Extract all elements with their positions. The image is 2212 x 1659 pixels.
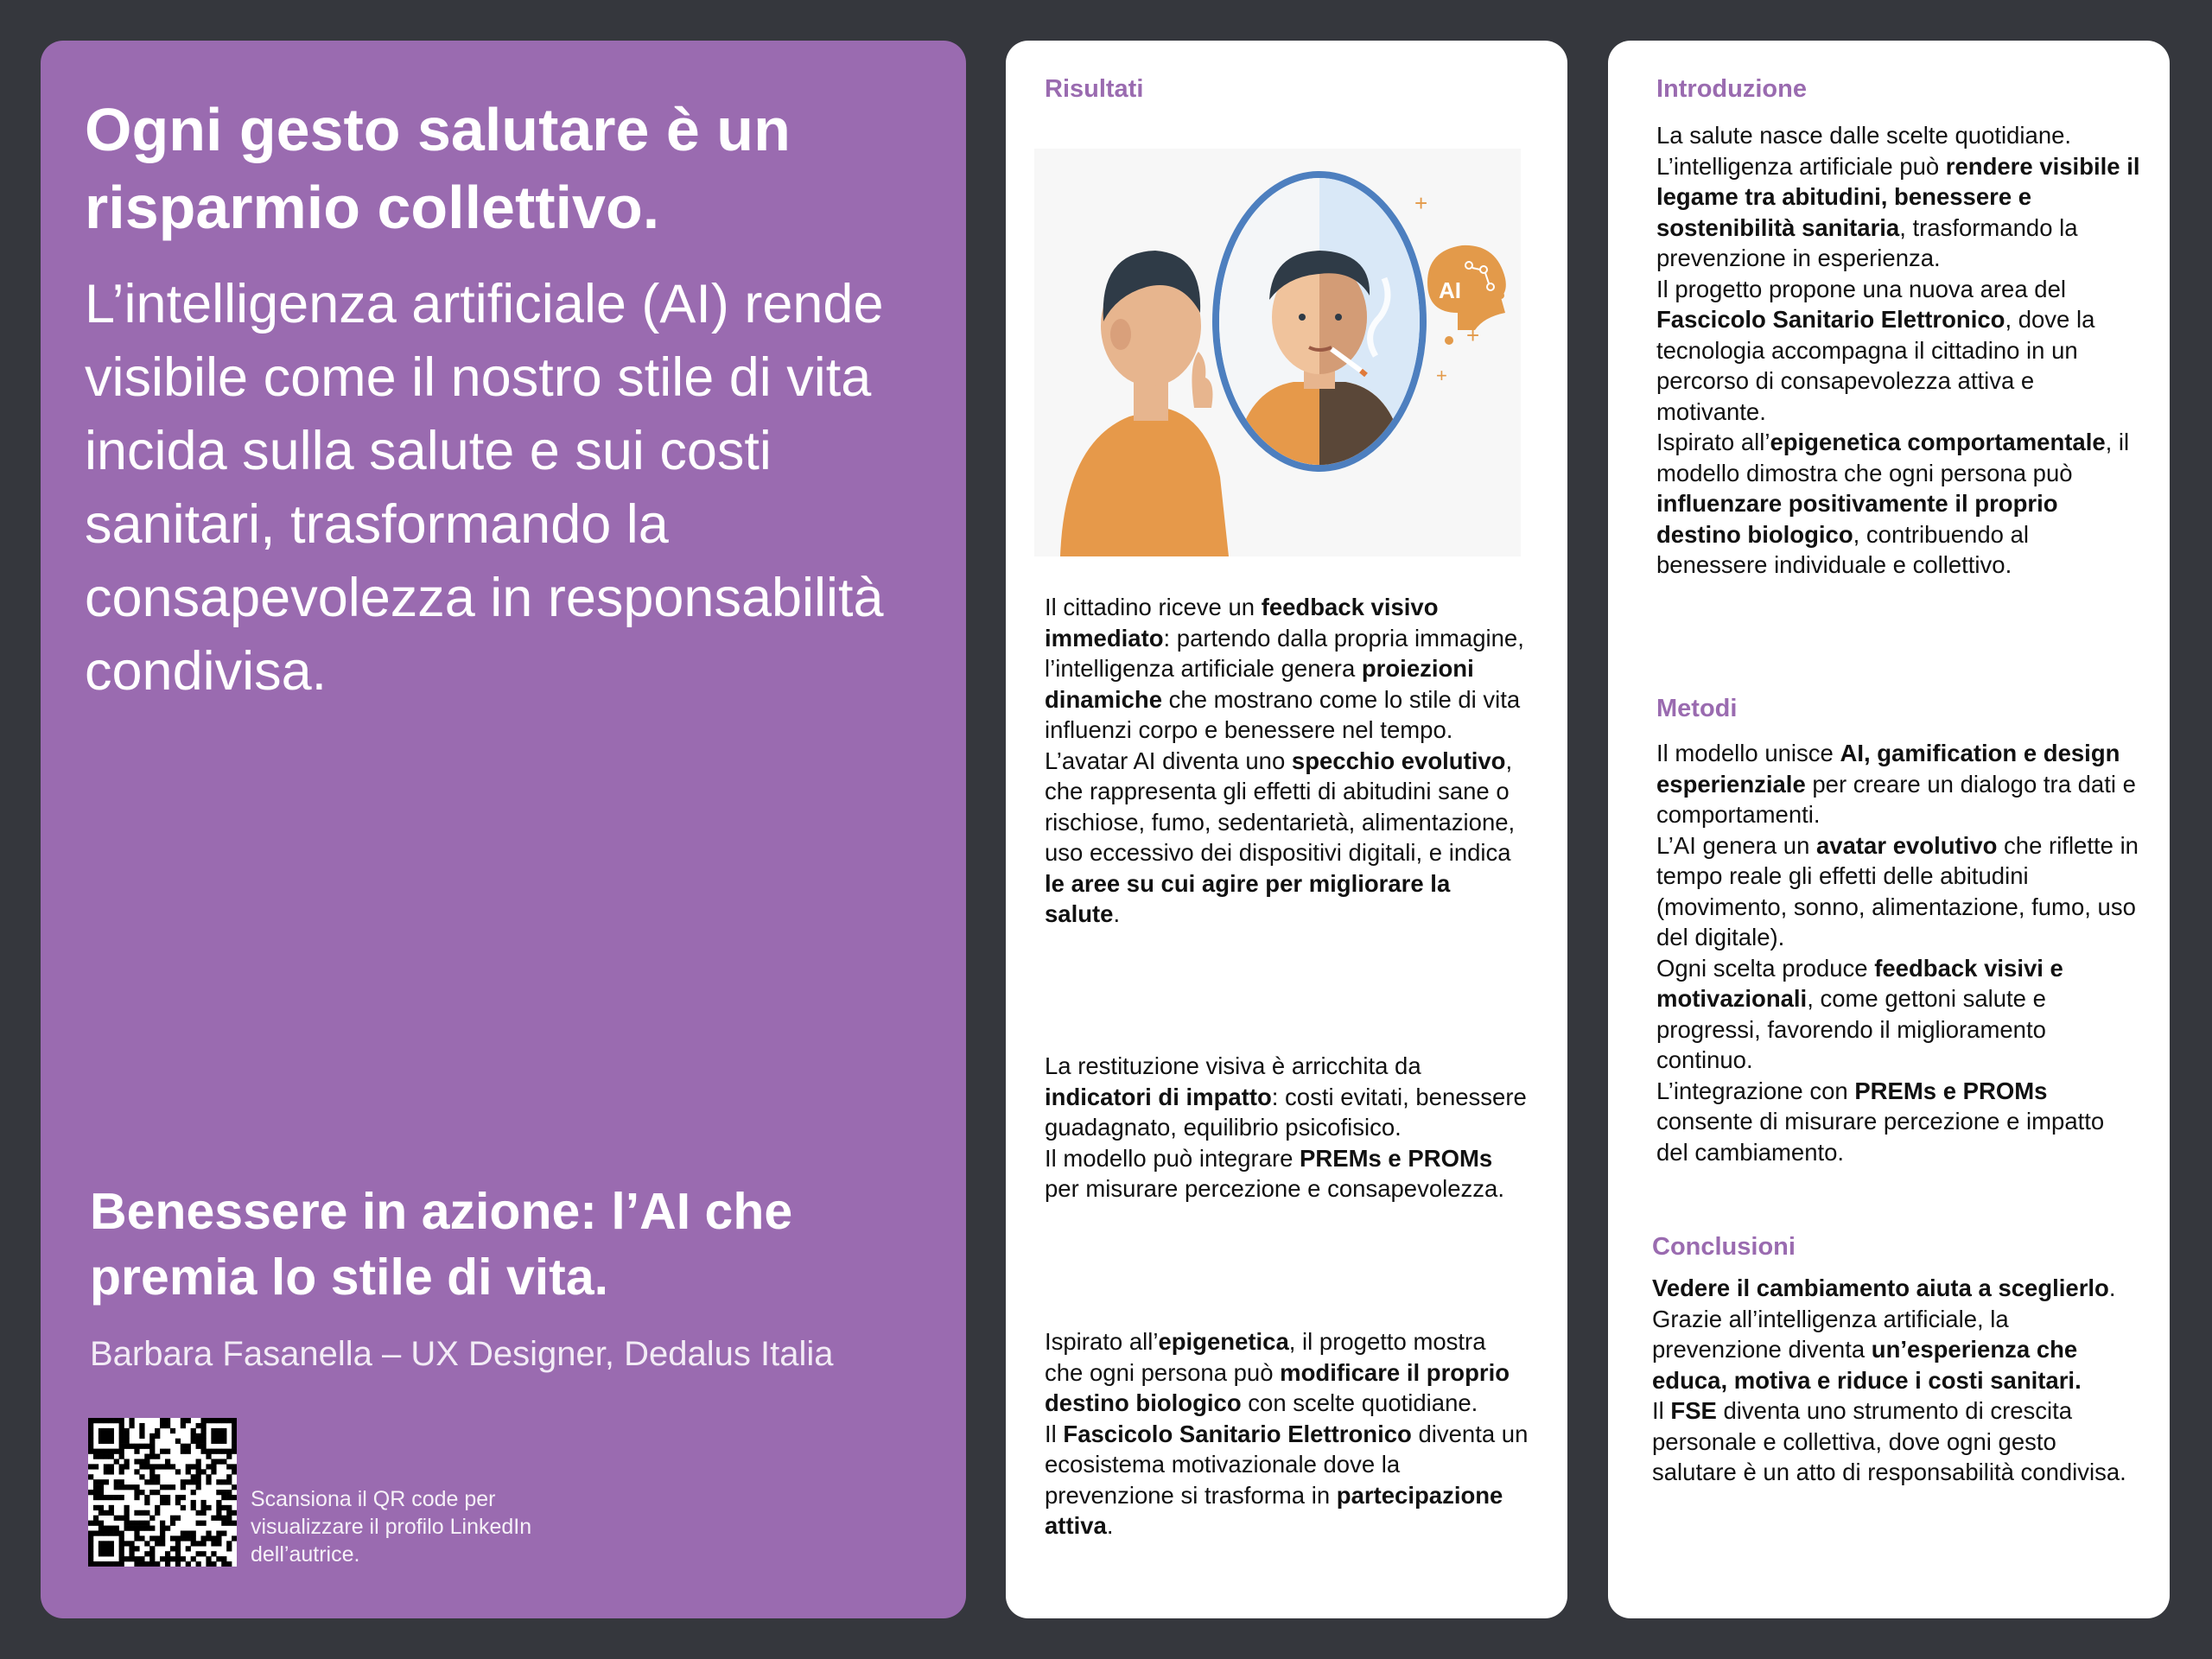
author-line: Barbara Fasanella – UX Designer, Dedalus Italia — [90, 1335, 834, 1373]
man-mirror-illustration — [1034, 149, 1521, 556]
results-paragraph-1: Il cittadino riceve un feedback visivo immediato: partendo dalla propria immagine, l’intelligenza artificiale genera proiezioni dinamiche che mostrano come lo stile di vita influenzi corpo e benessere nel tempo. L’avatar AI diventa uno specchio evolutivo, che rappresenta gli effetti di abitudini sane o rischiose, fumo, sedentarietà, alimentazione, uso eccessivo dei dispositivi digitali, e indica le aree su cui agire per migliorare la salute. — [1045, 594, 1524, 927]
svg-text:+: + — [1436, 365, 1447, 386]
results-paragraph-2: La restituzione visiva è arricchita da indicatori di impatto: costi evitati, benessere guadagnato, equilibrio psicofisico. Il modello può integrare PREMs e PROMs per misurare percezione e consapevolezza. — [1045, 1052, 1527, 1202]
qr-caption: Scansiona il QR code per visualizzare il profilo LinkedIn dell’autrice. — [251, 1487, 532, 1567]
svg-text:+: + — [1466, 322, 1480, 348]
conclusions-title: Conclusioni — [1652, 1233, 1796, 1261]
results-card — [1006, 41, 1567, 1618]
svg-text:+: + — [1414, 190, 1428, 216]
conclusions-text: Vedere il cambiamento aiuta a sceglierlo. Grazie all’intelligenza artificiale, la prevenzione diventa un’esperienza che educa, motiva e riduce i costi sanitari. Il FSE diventa uno strumento di crescita personale e collettiva, dove ogni gesto salutare è un atto di responsabilità condivisa. — [1652, 1274, 2126, 1485]
right-card — [1608, 41, 2170, 1618]
methods-title: Metodi — [1656, 695, 1738, 722]
headline: Ogni gesto salutare è un risparmio collettivo. — [85, 96, 791, 241]
methods-text: Il modello unisce AI, gamification e design esperienziale per creare un dialogo tra dati e comportamenti. L’AI genera un avatar evolutivo che riflette in tempo reale gli effetti delle abitudini (movimento, sonno, alimentazione, fumo, uso del digitale). Ogni scelta produce feedback visivi e motivazionali, come gettoni salute e progressi, favorendo il miglioramento continuo. L’integrazione con PREMs e PROMs consente di misurare percezione e impatto del cambiamento. — [1656, 740, 2139, 1166]
lead-text: L’intelligenza artificiale (AI) rende visibile come il nostro stile di vita incida sulla salute e sui costi sanitari, trasformando la consapevolezza in responsabilità condivisa. — [85, 274, 884, 702]
poster-subtitle: Benessere in azione: l’AI che premia lo stile di vita. — [90, 1183, 793, 1306]
introduction-title: Introduzione — [1656, 75, 1807, 103]
svg-text:AI: AI — [1439, 277, 1461, 303]
results-paragraph-3: Ispirato all’epigenetica, il progetto mostra che ogni persona può modificare il proprio destino biologico con scelte quotidiane. Il Fascicolo Sanitario Elettronico diventa un ecosistema motivazionale dove la prevenzione si trasforma in partecipazione attiva. — [1045, 1328, 1529, 1539]
qr-code-icon[interactable] — [88, 1418, 237, 1567]
introduction-text: La salute nasce dalle scelte quotidiane. L’intelligenza artificiale può rendere visibile il legame tra abitudini, benessere e sostenibilità sanitaria, trasformando la prevenzione in esperienza. Il progetto propone una nuova area del Fascicolo Sanitario Elettronico, dove la tecnologia accompagna il cittadino in un percorso di consapevolezza attiva e motivante. Ispirato all’epigenetica comportamentale, il modello dimostra che ogni persona può influenzare positivamente il proprio destino biologico, contribuendo al benessere individuale e collettivo. — [1656, 122, 2140, 578]
left-panel — [41, 41, 966, 1618]
results-title: Risultati — [1045, 75, 1144, 103]
